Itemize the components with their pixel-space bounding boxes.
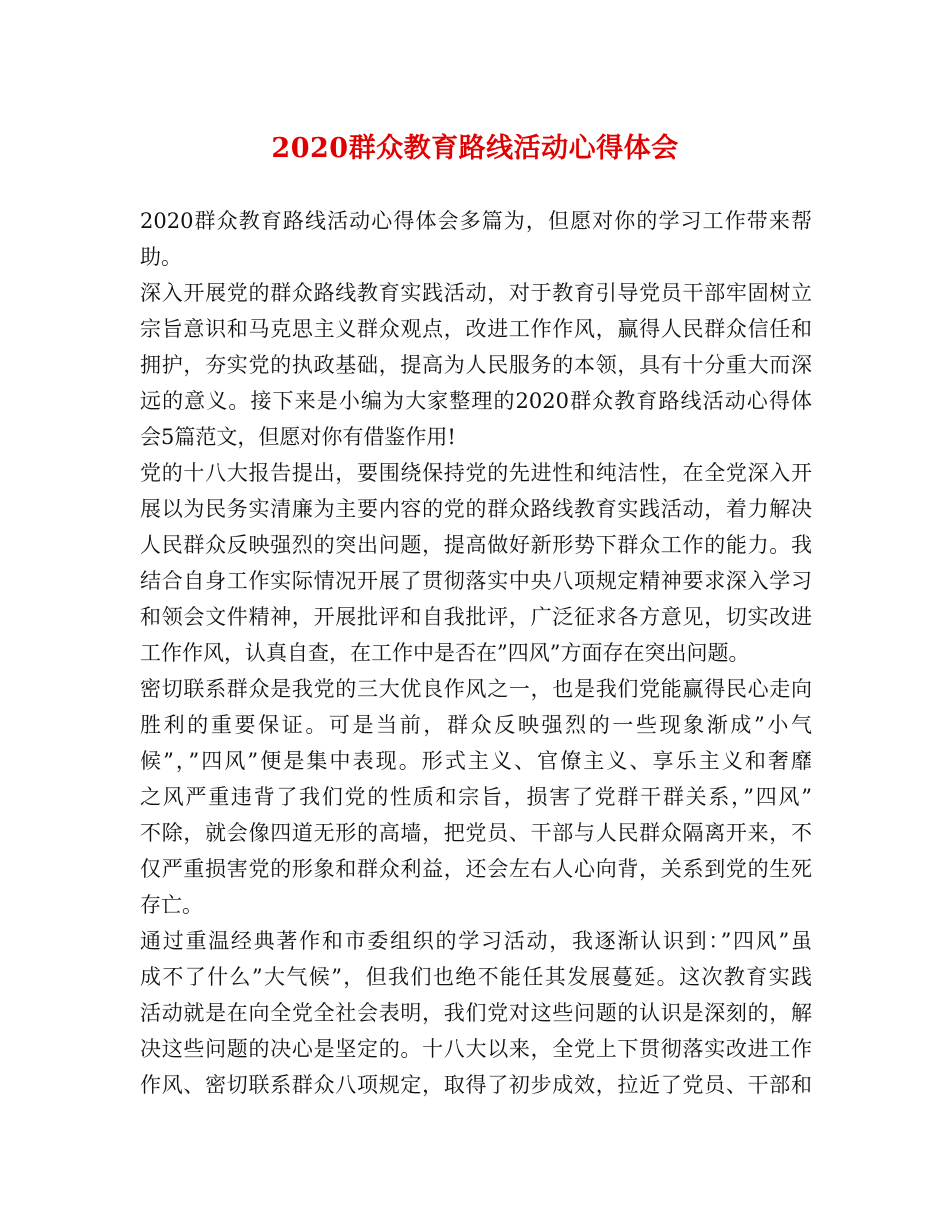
text-line: 存亡。	[140, 893, 203, 917]
text-line: 人民群众反映强烈的突出问题，提高做好新形势下群众工作的能力。我	[140, 533, 812, 557]
text-line: 胜利的重要保证。可是当前，群众反映强烈的一些现象渐成”小气	[140, 713, 812, 737]
text-line: 密切联系群众是我党的三大优良作风之一，也是我们党能赢得民心走向	[140, 677, 812, 701]
text-line: 不除，就会像四道无形的高墙，把党员、干部与人民群众隔离开来，不	[140, 821, 812, 845]
text-line: 远的意义。接下来是小编为大家整理的2020群众教育路线活动心得体	[140, 389, 812, 413]
text-line: 通过重温经典著作和市委组织的学习活动，我逐渐认识到：”四风”虽	[140, 929, 812, 953]
text-line: 活动就是在向全党全社会表明，我们党对这些问题的认识是深刻的，解	[140, 1001, 812, 1025]
text-line: 作风、密切联系群众八项规定，取得了初步成效，拉近了党员、干部和	[140, 1073, 812, 1097]
text-line: 2020群众教育路线活动心得体会多篇为，但愿对你的学习工作带来帮	[140, 209, 812, 233]
text-line: 助。	[140, 245, 182, 269]
text-line: 候”，”四风”便是集中表现。形式主义、官僚主义、享乐主义和奢靡	[140, 749, 812, 773]
document-title: 2020群众教育路线活动心得体会	[271, 133, 679, 164]
text-line: 决这些问题的决心是坚定的。十八大以来，全党上下贯彻落实改进工作	[140, 1037, 812, 1061]
text-line: 拥护，夯实党的执政基础，提高为人民服务的本领，具有十分重大而深	[140, 353, 812, 377]
text-line: 会5篇范文，但愿对你有借鉴作用!	[140, 425, 456, 449]
text-line: 宗旨意识和马克思主义群众观点，改进工作作风，赢得人民群众信任和	[140, 317, 812, 341]
text-line: 深入开展党的群众路线教育实践活动，对于教育引导党员干部牢固树立	[140, 281, 812, 305]
text-line: 成不了什么”大气候”，但我们也绝不能任其发展蔓延。这次教育实践	[140, 965, 812, 989]
document-body	[140, 203, 812, 1103]
text-line: 展以为民务实清廉为主要内容的党的群众路线教育实践活动，着力解决	[140, 497, 812, 521]
text-line: 之风严重违背了我们党的性质和宗旨，损害了党群干群关系，”四风”	[140, 785, 812, 809]
text-line: 结合自身工作实际情况开展了贯彻落实中央八项规定精神要求深入学习	[140, 569, 812, 593]
text-line: 工作作风，认真自查，在工作中是否在”四风”方面存在突出问题。	[140, 641, 750, 665]
text-line: 和领会文件精神，开展批评和自我批评，广泛征求各方意见，切实改进	[140, 605, 812, 629]
text-line: 仅严重损害党的形象和群众利益，还会左右人心向背，关系到党的生死	[140, 857, 812, 881]
text-line: 党的十八大报告提出，要围绕保持党的先进性和纯洁性，在全党深入开	[140, 461, 812, 485]
